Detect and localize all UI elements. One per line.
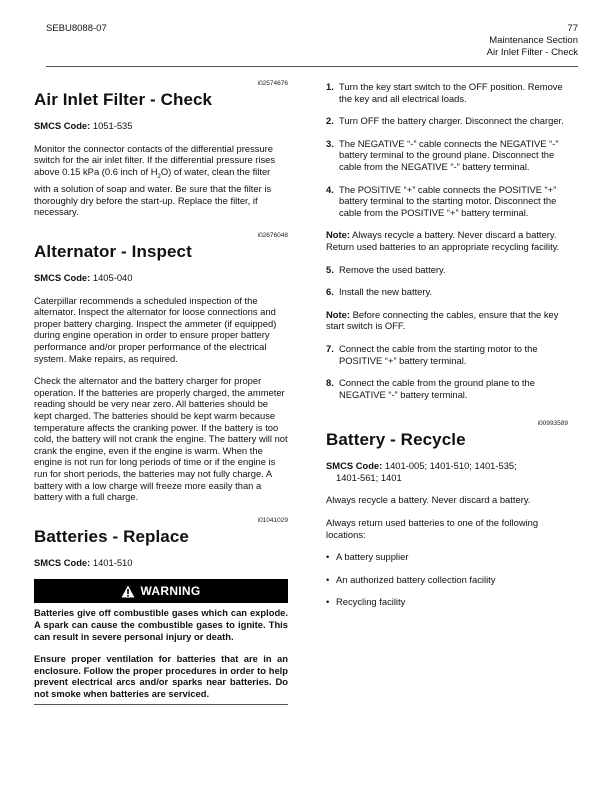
step-text: Connect the cable from the ground plane to the NEGATIVE “-” battery terminal. — [339, 377, 535, 400]
smcs-code — [34, 272, 288, 284]
smcs-value: 1401-005; 1401-510; 1401-535; — [384, 460, 517, 472]
step-text: Turn OFF the battery charger. Disconnect the charger. — [339, 115, 564, 127]
body-paragraph: Always recycle a battery. Never discard a battery. — [326, 494, 531, 506]
warning-label: WARNING — [140, 584, 201, 599]
smcs-label: SMCS Code: — [34, 556, 91, 568]
smcs-label: SMCS Code: — [326, 460, 383, 472]
note — [326, 229, 566, 252]
bullet-icon: • — [326, 551, 330, 563]
step-item — [326, 81, 566, 104]
bullet-text: An authorized battery collection facility — [336, 573, 496, 585]
step-number: 6. — [326, 286, 334, 298]
warning-banner — [34, 579, 288, 603]
section-title: Batteries - Replace — [34, 526, 189, 546]
section-title: Alternator - Inspect — [34, 242, 192, 262]
smcs-label: SMCS Code: — [34, 120, 91, 131]
warning-text: Batteries give off combustible gases which can explode. A spark can cause the combustible gases to ignite. This can result in severe personal injury or death. — [34, 607, 288, 642]
smcs-value: 1405-040 — [92, 272, 133, 284]
doc-id: i01041029 — [257, 516, 288, 524]
step-number: 3. — [326, 137, 334, 149]
step-item — [326, 264, 566, 276]
note-label: Note: — [326, 308, 350, 320]
step-item — [326, 184, 566, 219]
bullet-item — [326, 596, 566, 608]
smcs-value: 1401-510 — [92, 556, 133, 568]
step-text: Connect the cable from the starting motor to the POSITIVE “+” battery terminal. — [339, 342, 538, 366]
step-item — [326, 377, 566, 400]
bullet-icon: • — [326, 573, 330, 585]
bullet-item — [326, 574, 566, 586]
step-number: 7. — [326, 342, 334, 354]
step-text: The NEGATIVE “-” cable connects the NEGATIVE “-” battery terminal to the ground plane. Disconnect the cable from the NEGATIVE “-” battery terminal. — [339, 137, 559, 172]
right-column — [326, 81, 566, 619]
step-text: Turn the key start switch to the OFF position. Remove the key and all electrical loads. — [339, 81, 563, 104]
step-number: 5. — [326, 263, 334, 275]
page-header-right — [487, 23, 578, 59]
body-paragraph — [34, 143, 288, 218]
smcs-code — [326, 460, 566, 483]
body-paragraph: Caterpillar recommends a scheduled inspection of the alternator. Inspect the alternator for loose connections and proper battery charging. Inspect the ammeter (if equipped) during engine operation in order to ensure proper battery performance and/or proper performance of the electrical system. Make repairs, as required. — [34, 294, 277, 364]
smcs-value: 1051-535 — [92, 120, 133, 131]
step-number: 1. — [326, 81, 334, 92]
step-text: The POSITIVE “+” cable connects the POSITIVE “+” battery terminal to the starting motor. Disconnect the cable from the POSITIVE “+” battery terminal. — [339, 183, 557, 218]
doc-id: i00993589 — [537, 420, 568, 428]
warning-text: Ensure proper ventilation for batteries that are in an enclosure. Follow the proper procedures in order to help prevent electrical arcs and/or sparks near batteries. Do not smoke when batteries are serviced. — [34, 653, 288, 699]
document-number: SEBU8088-07 — [46, 23, 107, 34]
body-text: O) of water, clean the filter with a solution of soap and water. Be sure that the filter is thoroughly dry before the start-up. Replace the filter, if necessary. — [34, 165, 272, 218]
warning-end-rule — [34, 704, 288, 705]
left-column — [26, 80, 288, 705]
note-text: Always recycle a battery. Never discard a battery. Return used batteries to an appropriate recycling facility. — [326, 229, 560, 252]
step-item — [326, 115, 566, 127]
step-number: 8. — [326, 377, 334, 389]
step-number: 4. — [326, 183, 334, 195]
smcs-value-continued: 1401-561; 1401 — [336, 471, 402, 483]
step-item — [326, 343, 566, 366]
step-text: Remove the used battery. — [339, 263, 446, 275]
body-paragraph: Check the alternator and the battery charger for proper operation. If the batteries are properly charged, the ammeter reading should be very near zero. All batteries should be kept charged. The batteries should be kept warm because temperature affects the cranking power. If the battery is too cold, the battery will not crank the engine. The battery will not crank the engine, even if the engine is warm. When the engine is not run for long periods of time or if the engine is run for short periods, the batteries may not fully charge. A battery with a low charge will freeze more easily than a battery with a full charge. — [34, 375, 288, 503]
topic-name: Air Inlet Filter - Check — [486, 47, 578, 58]
subscript: 2 — [157, 173, 161, 180]
body-text: Monitor the connector contacts of the differential pressure switch for the air inlet filter. If the differential pressure rises above 0.15 kPa (0.6 inch of H — [34, 142, 276, 177]
step-item — [326, 138, 566, 173]
bullet-item — [326, 551, 566, 563]
note — [326, 309, 566, 332]
smcs-code — [34, 557, 288, 569]
bullet-icon: • — [326, 596, 330, 608]
section-title: Air Inlet Filter - Check — [34, 90, 213, 109]
doc-id: i02574676 — [257, 80, 288, 87]
section-title: Battery - Recycle — [326, 430, 466, 450]
bullet-text: A battery supplier — [336, 551, 409, 563]
warning-triangle-icon — [121, 585, 135, 598]
step-text: Install the new battery. — [339, 286, 433, 298]
smcs-code — [34, 120, 288, 132]
bullet-text: Recycling facility — [336, 596, 406, 608]
smcs-label: SMCS Code: — [34, 272, 91, 284]
body-paragraph: Always return used batteries to one of the following locations: — [326, 517, 539, 540]
page-number: 77 — [567, 23, 578, 34]
section-name: Maintenance Section — [489, 35, 578, 46]
header-divider — [46, 66, 578, 67]
note-label: Note: — [326, 229, 350, 241]
step-item — [326, 286, 566, 298]
note-text: Before connecting the cables, ensure that the key start switch is OFF. — [326, 308, 559, 332]
step-number: 2. — [326, 115, 334, 127]
doc-id: i02676048 — [257, 232, 288, 240]
